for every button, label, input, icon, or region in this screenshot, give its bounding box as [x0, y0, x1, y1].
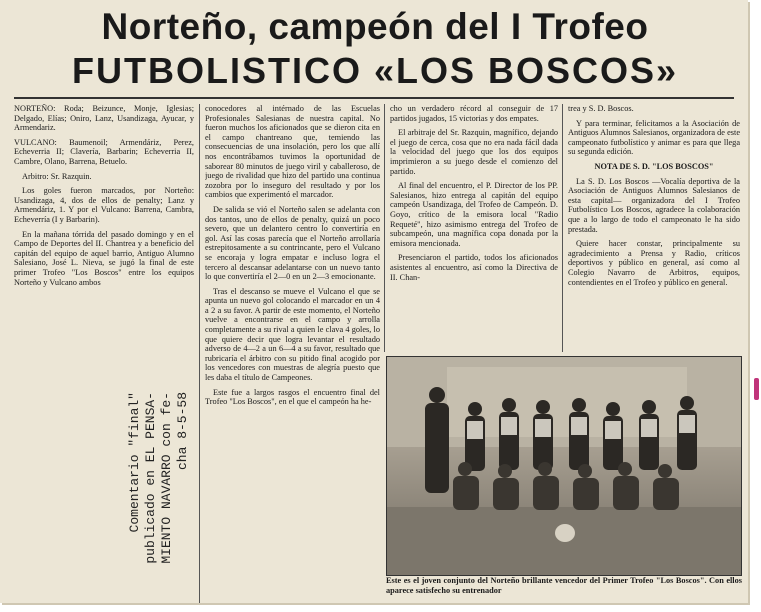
col4-paragraph-1: trea y S. D. Boscos. [568, 104, 634, 113]
article-column-4 [568, 104, 740, 350]
col3-paragraph-2: El arbitraje del Sr. Razquin, magnífico, dejando el juego de cerca, cosa que no era nada fácil dada la velocidad del juego que los dos equipos imprimieron a su juego desde el comienzo del partido. [390, 128, 558, 176]
article-column-3 [390, 104, 558, 350]
note-line-3: MIENTO NAVARRO con fe- [159, 392, 174, 564]
col2-paragraph-1: conocedores al intérnado de las Escuelas Profesionales Salesianas de nuestra capital. No fueron muchos los aficionados que se dieron cita en el campo chantreano que, temiendo las consecuencias de una insolación, pero los que allí nos encontrábamos tuvimos la oportunidad de saborear 80 minutos de juego viril y caballeroso, de juego de rivalidad que hizo del partido una continua zozobra por lo inseguro del resultado y por los cambios que experimentó el marcador. [205, 104, 380, 200]
column-divider [384, 104, 385, 352]
column-divider [562, 104, 563, 352]
lineup-vulcano: VULCANO: Baumenoil; Armendáriz, Perez, Echeverria II; Clavería, Barbarin; Echeverria II, Cambre, Olano, Barrena, Betuelo. [14, 137, 194, 166]
typed-note [128, 392, 200, 592]
note-line-1: Comentario "final" [127, 392, 142, 533]
article-column-2 [205, 104, 380, 600]
team-photo-illustration [387, 357, 741, 575]
col3-paragraph-1: cho un verdadero récord al conseguir de 17 partidos jugados, 15 victorias y dos empates. [390, 104, 558, 123]
goals-paragraph: Los goles fueron marcados, por Norteño: Usandizaga, 4, dos de ellos de penalty; Lanz y Armendáriz, 1. Y por el Vulcano: Barrena, Cambra, Echeverría (I y Barbarin). [14, 186, 194, 224]
col2-paragraph-3: Tras el descanso se mueve el Vulcano el que se apunta un nuevo gol colocando el marcador en un 4 a 2 a su favor. A partir de este momento, el Norteño vuelve a encontrarse en el campo y arrolla completamente a su rival a quien le clava 4 goles, lo que quiere decir que logra levantar el resultado adverso de 4—2 a un 6—4 a su favor, resultado que rubricaría el árbitro con su pitido final acogido por los vencedores con muestras de alegría puesto que les daba el título de Campeones. [205, 286, 380, 383]
col2-paragraph-4: Este fue a largos rasgos el encuentro final del Trofeo "Los Boscos", en el que el campeón ha he- [205, 387, 380, 407]
referee-line: Arbitro: Sr. Razquin. [22, 171, 92, 181]
headline-rule [14, 97, 734, 99]
note-line-4: cha 8-5-58 [175, 392, 190, 471]
team-photo [386, 356, 742, 576]
headline-line-1: Norteño, campeón del I Trofeo [101, 6, 649, 47]
col3-paragraph-4: Presenciaron el partido, todos los aficionados asistentes al encuentro, así como la Directiva de II. Chan- [390, 253, 558, 282]
note-line-2: publicado en EL PENSA- [143, 392, 158, 564]
col4-paragraph-4: Quiere hacer constar, principalmente su agradecimiento a Prensa y Radio, críticos deportivos y público en general, así como al Colegio Navarro de Arbitros, equipos, contendientes en el Trofeo y público en general. [568, 239, 740, 287]
photo-caption: Este es el joven conjunto del Norteño brillante vencedor del Primer Trofeo "Los Boscos". Con ellos aparece satisfecho su entrenador [386, 576, 742, 595]
lineup-norteno: NORTEÑO: Roda; Beizunce, Monje, Iglesias; Delgado, Elías; Oniro, Lanz, Usandizaga, Ayucar, y Armendariz. [14, 104, 194, 133]
col4-paragraph-3: La S. D. Los Boscos —Vocalía deportiva de la Asociación de Antiguos Alumnos Salesianos de esta capital— organizadora del I Trofeo Futbolístico Los Boscos, agradece la colaboración que a lo largo de todo el campeonato le ha sido prestada. [568, 176, 740, 234]
col1-paragraph: En la mañana tórrida del pasado domingo y en el Campo de Deportes del II. Chantrea y a beneficio del capitán del equipo de aquel barrio, Antiguo Alumno Salesiano, José L. Nieva, se jugó la final de este primer Trofeo "Los Boscos" entre los equipos Norteño y Vulcano ambos [14, 229, 194, 287]
col3-paragraph-3: Al final del encuentro, el P. Director de los PP. Salesianos, hizo entrega al capitán del equipo campeón Usandizaga, del Trofeo de Campeón. D. Goyo, crítico de la emisora local "Radio Requeté", hizo asimismo entrega del Trofeo de subcampeón, una magnífica copa donada por la emisora mencionada. [390, 181, 558, 248]
article-column-1 [14, 104, 194, 380]
col2-paragraph-2: De salida se vió el Norteño salen se adelanta con dos tantos, uno de ellos de penalty, quizá un poco severo, que un delantero centro lo convertiría en gol. Así las cosas parecía que el Norteño arrollaría estrepitosamente a su contrincante, pero el Vulcano se encoraja y logra empatar e incluso logra el tercero al descansar adelantarse con un nuevo tanto lo que convertiría el 2—0 en un 2—3 emocionante. [205, 204, 380, 282]
nota-heading: NOTA DE S. D. "LOS BOSCOS" [594, 161, 714, 171]
headline-line-2: FUTBOLISTICO «LOS BOSCOS» [71, 50, 679, 91]
ink-mark [754, 378, 759, 400]
col4-paragraph-2: Y para terminar, felicitamos a la Asociación de Antiguos Alumnos Salesianos, organizadora de este campeonato futbolístico y animar es para que llega su segunda edición. [568, 118, 740, 157]
